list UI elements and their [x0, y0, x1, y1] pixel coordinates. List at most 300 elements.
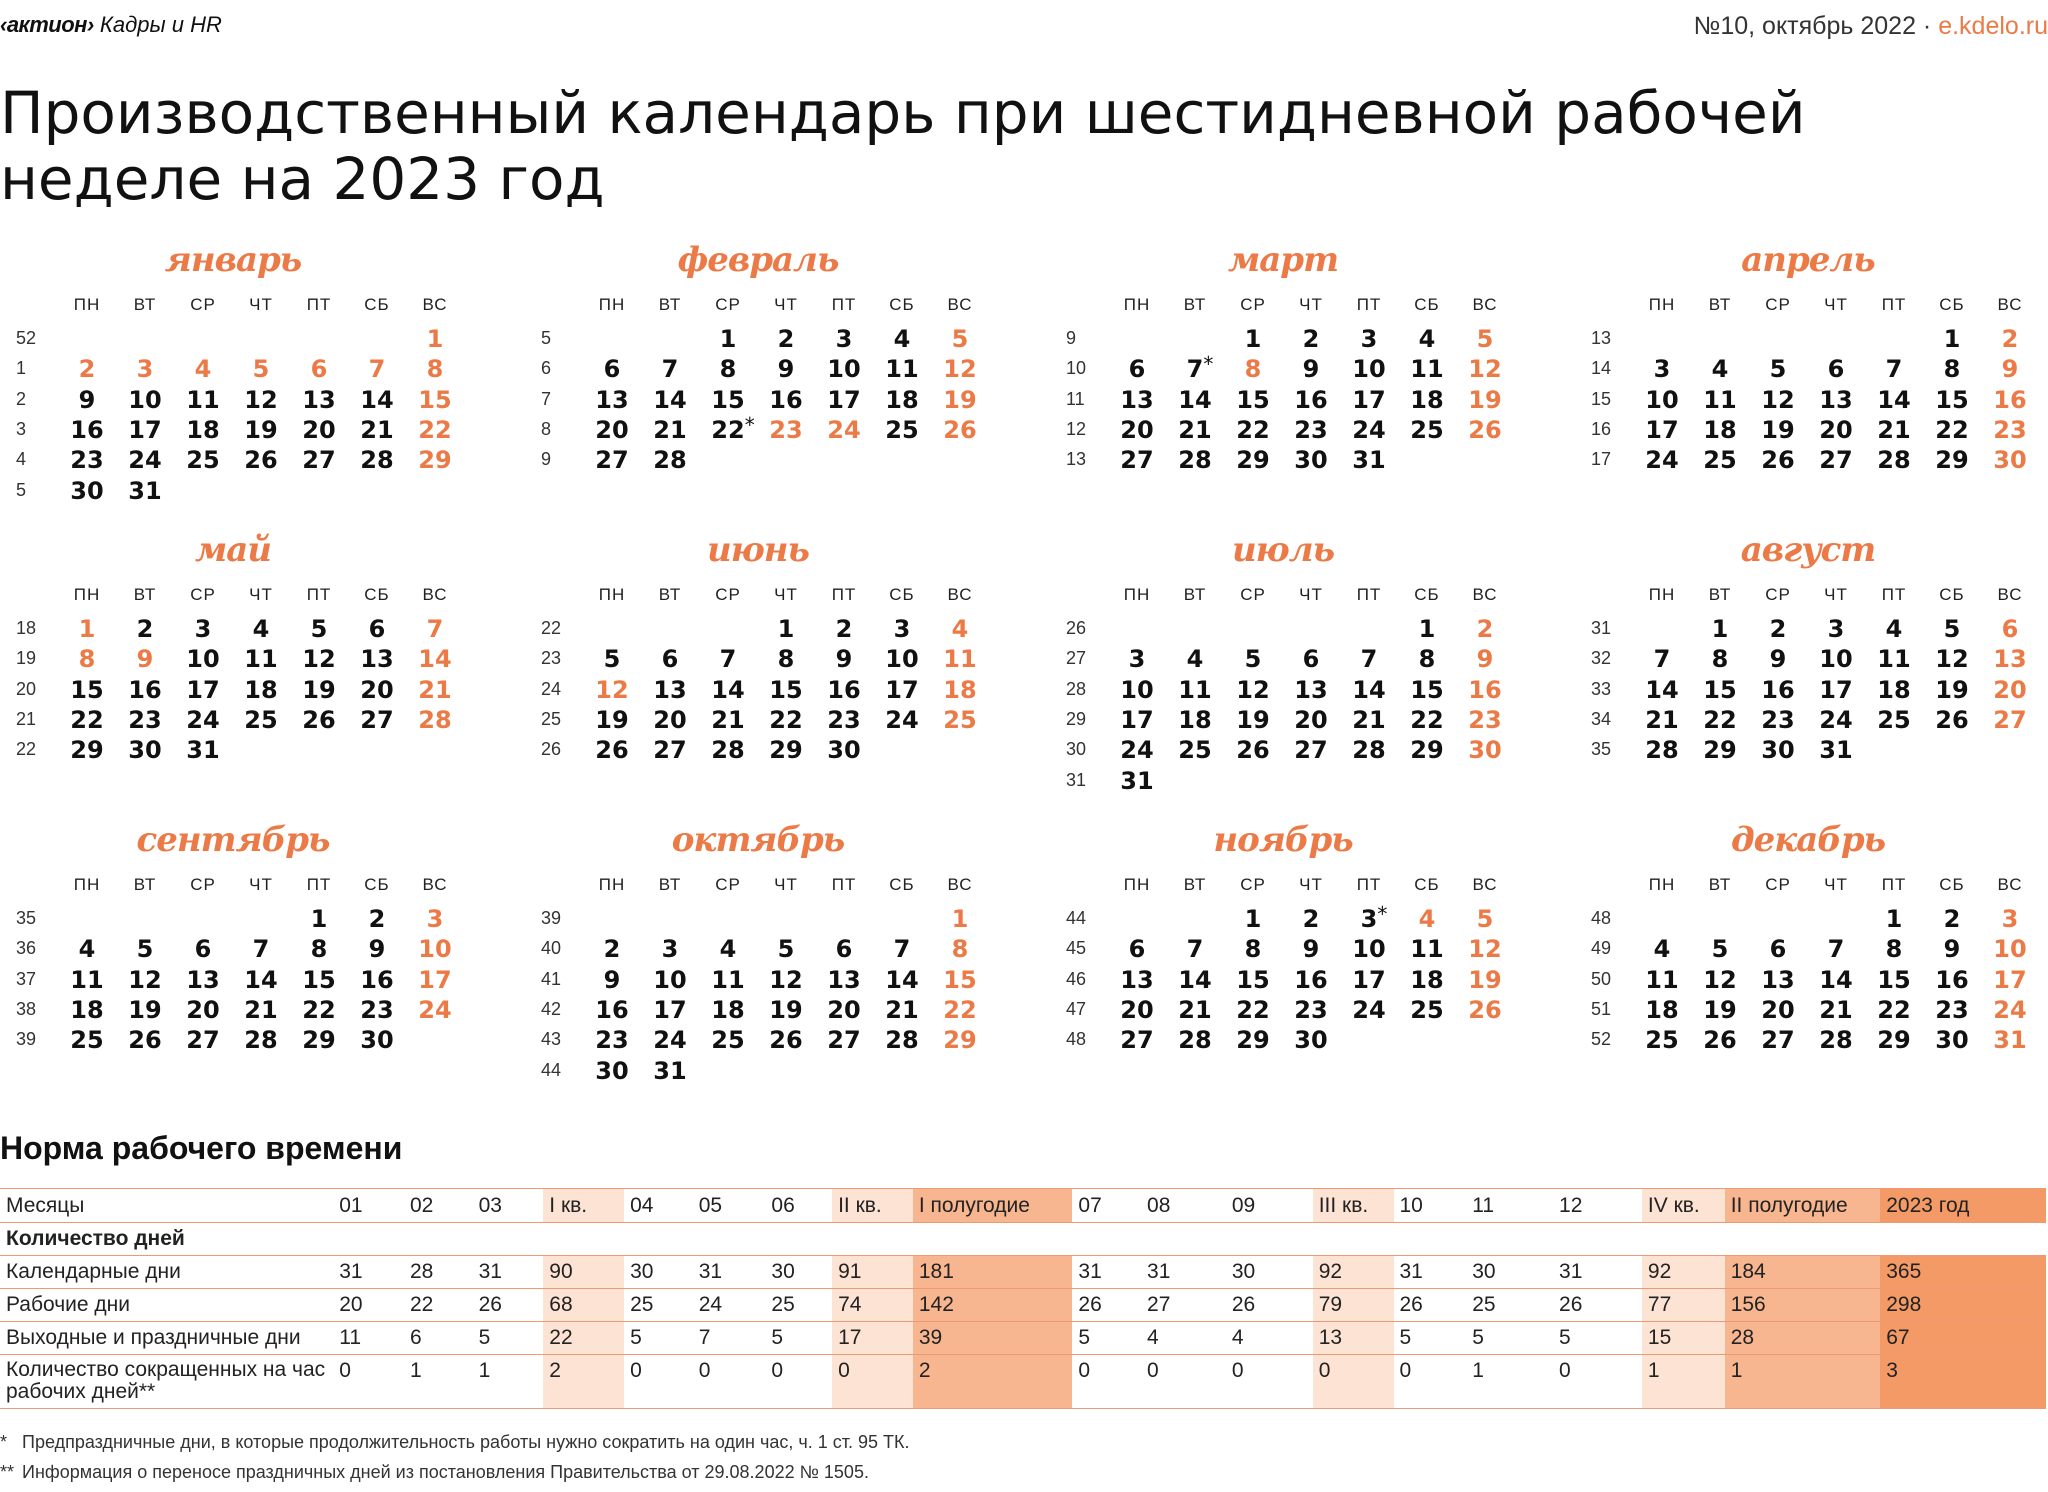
day-cell: 11	[943, 645, 977, 674]
weekday-label: СР	[190, 295, 216, 314]
norm-value-cell: 0	[1394, 1355, 1467, 1409]
day-cell: 5	[1244, 645, 1262, 674]
day-cell: 25	[244, 705, 278, 734]
weekday-label: СБ	[889, 875, 915, 894]
day-cell: 16	[70, 415, 104, 444]
day-cell: 29	[1236, 1026, 1270, 1055]
weekday-label: СБ	[364, 295, 390, 314]
norm-value-cell: 74	[832, 1289, 913, 1322]
day-cell: 10	[1993, 935, 2027, 964]
weekday-label: ВС	[1997, 875, 2023, 894]
weekday-label: ПТ	[1881, 875, 1907, 894]
day-cell: 2	[1943, 905, 1961, 933]
norm-value-cell: 156	[1725, 1289, 1881, 1322]
day-cell: 29	[769, 736, 803, 765]
day-cell: 11	[244, 645, 278, 674]
day-cell: 29	[70, 736, 104, 765]
norm-row	[0, 1289, 2046, 1322]
week-number: 10	[1066, 358, 1087, 379]
day-cell: 16	[1761, 675, 1795, 704]
day-cell: 19	[1935, 675, 1969, 704]
norm-row-label: Количество сокращенных на час рабочих дней**	[0, 1355, 333, 1409]
shortened-day-mark: *	[1203, 352, 1214, 377]
day-cell: 19	[302, 675, 336, 704]
day-cell: 27	[653, 736, 687, 765]
day-cell: 16	[769, 385, 803, 414]
weekday-label: ВТ	[658, 295, 682, 314]
day-cell: 21	[244, 995, 278, 1024]
day-cell: 21	[1178, 995, 1212, 1024]
day-cell: 3	[1360, 325, 1378, 353]
day-cell: 12	[1468, 355, 1502, 384]
week-number: 17	[1591, 449, 1612, 470]
week-number: 5	[16, 479, 27, 500]
month-name: сентябрь	[136, 820, 330, 860]
day-cell: 28	[1178, 446, 1212, 475]
title-line-1: Производственный календарь при шестидневной рабочей	[0, 79, 1806, 147]
day-cell: 6	[1769, 935, 1787, 964]
day-cell: 7 *	[1186, 352, 1214, 384]
day-cell: 18	[1410, 385, 1444, 414]
norm-header-cell: III кв.	[1313, 1189, 1394, 1223]
week-number: 41	[541, 968, 562, 989]
norm-value-cell: 5	[1466, 1322, 1553, 1355]
norm-value-cell: 25	[1466, 1289, 1553, 1322]
site-link[interactable]: e.kdelo.ru	[1938, 12, 2048, 40]
day-cell: 3	[661, 935, 679, 964]
week-number: 18	[16, 618, 37, 638]
day-cell: 14	[1819, 965, 1853, 994]
day-cell: 18	[943, 675, 977, 704]
day-cell: 3 *	[1360, 902, 1388, 933]
week-number: 52	[16, 328, 37, 348]
norm-value-cell: 22	[404, 1289, 473, 1322]
day-cell: 14	[360, 385, 394, 414]
weekday-label: ЧТ	[249, 295, 273, 314]
weekday-label: ВС	[1472, 875, 1498, 894]
day-cell: 17	[885, 675, 919, 704]
day-cell: 30	[1761, 736, 1795, 765]
issue-number: №10, октябрь 2022 ·	[1693, 12, 1932, 40]
day-cell: 5	[603, 645, 621, 674]
norm-title: Норма рабочего времени	[0, 1130, 403, 1166]
weekday-label: ВС	[422, 295, 448, 314]
day-cell: 9	[1302, 935, 1320, 964]
day-cell: 5	[1711, 935, 1729, 964]
day-cell: 28	[244, 1026, 278, 1055]
day-cell: 25	[943, 705, 977, 734]
weekday-label: ЧТ	[1299, 585, 1323, 604]
day-cell: 15	[70, 675, 104, 704]
day-cell: 4	[1186, 645, 1204, 674]
day-cell: 22 *	[711, 412, 755, 444]
month-name: апрель	[1741, 240, 1875, 280]
norm-value-cell: 0	[832, 1355, 913, 1409]
day-cell: 7	[1186, 935, 1204, 964]
day-cell: 19	[769, 995, 803, 1024]
day-cell: 5	[252, 355, 270, 384]
norm-value-cell: 11	[333, 1322, 404, 1355]
week-number: 35	[1591, 739, 1612, 760]
day-cell: 10	[418, 935, 452, 964]
brand-text: Кадры и HR	[99, 12, 222, 37]
day-cell: 12	[302, 645, 336, 674]
month-name: декабрь	[1730, 820, 1886, 860]
month-12	[1575, 820, 2048, 1100]
day-cell: 27	[1819, 446, 1853, 475]
day-cell: 22	[1236, 995, 1270, 1024]
month-5	[0, 530, 500, 810]
day-cell: 2	[1302, 325, 1320, 353]
norm-value-cell: 31	[1553, 1256, 1642, 1289]
day-cell: 7	[1827, 935, 1845, 964]
norm-row	[0, 1322, 2046, 1355]
week-number: 4	[16, 449, 27, 470]
week-number: 44	[1066, 908, 1087, 928]
day-cell: 20	[1993, 675, 2027, 704]
norm-section-label: Количество дней	[0, 1223, 2046, 1256]
day-cell: 18	[70, 995, 104, 1024]
day-cell: 9	[603, 965, 621, 994]
day-cell: 6	[1302, 645, 1320, 674]
week-number: 3	[16, 418, 27, 439]
day-cell: 5	[777, 935, 795, 964]
day-cell: 9	[1302, 355, 1320, 384]
weekday-label: ВС	[947, 875, 973, 894]
day-cell: 24	[827, 415, 861, 444]
day-cell: 6	[1128, 935, 1146, 964]
day-cell: 29	[1877, 1026, 1911, 1055]
day-cell: 28	[1819, 1026, 1853, 1055]
day-cell: 24	[1352, 995, 1386, 1024]
day-cell: 17	[1819, 675, 1853, 704]
norm-value-cell: 92	[1313, 1256, 1394, 1289]
day-cell: 24	[885, 705, 919, 734]
day-cell: 7	[252, 935, 270, 964]
day-cell: 10	[1352, 355, 1386, 384]
norm-header-cell: 12	[1553, 1189, 1642, 1223]
brand-logo: ‹актион›	[0, 12, 94, 37]
day-cell: 17	[653, 995, 687, 1024]
day-cell: 23	[1935, 995, 1969, 1024]
day-cell: 20	[1761, 995, 1795, 1024]
day-cell: 10	[1819, 645, 1853, 674]
day-cell: 18	[244, 675, 278, 704]
day-cell: 29	[418, 446, 452, 475]
weekday-label: ВС	[947, 585, 973, 604]
norm-header-cell: 02	[404, 1189, 473, 1223]
day-cell: 15	[1236, 965, 1270, 994]
day-cell: 13	[595, 385, 629, 414]
day-cell: 24	[1819, 705, 1853, 734]
day-cell: 7	[661, 355, 679, 384]
day-cell: 31	[128, 476, 162, 505]
day-cell: 28	[1352, 736, 1386, 765]
day-cell: 20	[1294, 705, 1328, 734]
day-cell: 2	[777, 325, 795, 353]
day-cell: 12	[1468, 935, 1502, 964]
month-name: октябрь	[671, 820, 845, 860]
day-cell: 17	[1352, 965, 1386, 994]
day-cell: 21	[711, 705, 745, 734]
day-cell: 6	[368, 615, 386, 643]
day-cell: 17	[418, 965, 452, 994]
day-cell: 25	[1178, 736, 1212, 765]
month-2	[525, 240, 1025, 520]
norm-value-cell: 1	[473, 1355, 544, 1409]
week-number: 33	[1591, 678, 1612, 699]
week-number: 13	[1591, 328, 1612, 348]
day-cell: 26	[1703, 1026, 1737, 1055]
day-cell: 11	[1877, 645, 1911, 674]
day-cell: 17	[1993, 965, 2027, 994]
footnote-2-symbol: **	[0, 1462, 15, 1482]
norm-value-cell: 5	[624, 1322, 693, 1355]
day-cell: 30	[1468, 736, 1502, 765]
day-cell: 15	[1236, 385, 1270, 414]
day-cell: 5	[310, 615, 328, 643]
weekday-label: СБ	[364, 875, 390, 894]
weekday-label: ПТ	[831, 875, 857, 894]
week-number: 35	[16, 908, 37, 928]
day-cell: 11	[711, 965, 745, 994]
weekday-label: ЧТ	[1824, 295, 1848, 314]
month-name: июль	[1231, 530, 1335, 570]
footnote-1-symbol: *	[0, 1432, 8, 1452]
week-number: 31	[1066, 769, 1087, 790]
day-cell: 5	[1769, 355, 1787, 384]
weekday-label: СБ	[1414, 875, 1440, 894]
norm-value-cell: 1	[1725, 1355, 1881, 1409]
day-cell: 14	[1352, 675, 1386, 704]
week-number: 29	[1066, 708, 1087, 729]
day-cell: 26	[128, 1026, 162, 1055]
day-cell: 4	[719, 935, 737, 964]
norm-value-cell: 39	[913, 1322, 1073, 1355]
day-cell: 23	[360, 995, 394, 1024]
norm-value-cell: 2	[913, 1355, 1073, 1409]
norm-value-cell: 77	[1642, 1289, 1725, 1322]
day-cell: 26	[1935, 705, 1969, 734]
week-number: 12	[1066, 418, 1087, 439]
norm-row-label: Выходные и праздничные дни	[0, 1322, 333, 1355]
day-cell: 3	[426, 905, 444, 933]
weekday-label: СР	[190, 585, 216, 604]
day-cell: 5	[136, 935, 154, 964]
norm-value-cell: 15	[1642, 1322, 1725, 1355]
day-cell: 7	[893, 935, 911, 964]
weekday-label: ВТ	[1183, 295, 1207, 314]
day-cell: 19	[595, 705, 629, 734]
weekday-label: СР	[715, 295, 741, 314]
norm-value-cell: 5	[1072, 1322, 1141, 1355]
weekday-label: ЧТ	[1824, 585, 1848, 604]
norm-value-cell: 4	[1141, 1322, 1226, 1355]
day-cell: 4	[1885, 615, 1903, 643]
day-cell: 24	[1120, 736, 1154, 765]
day-cell: 3	[1653, 355, 1671, 384]
norm-header-cell: 2023 год	[1880, 1189, 2046, 1223]
day-cell: 8	[426, 355, 444, 384]
weekday-label: ВТ	[1183, 585, 1207, 604]
week-number: 25	[541, 708, 562, 729]
day-cell: 1	[310, 905, 328, 933]
day-cell: 12	[1236, 675, 1270, 704]
norm-value-cell: 25	[624, 1289, 693, 1322]
day-cell: 7	[719, 645, 737, 674]
norm-header-cell: 10	[1394, 1189, 1467, 1223]
day-cell: 8	[1418, 645, 1436, 674]
day-cell: 13	[1761, 965, 1795, 994]
weekday-label: ВС	[422, 585, 448, 604]
norm-value-cell: 91	[832, 1256, 913, 1289]
day-cell: 20	[360, 675, 394, 704]
brand	[0, 12, 222, 38]
day-cell: 25	[1410, 415, 1444, 444]
day-cell: 28	[360, 446, 394, 475]
day-cell: 14	[1178, 965, 1212, 994]
weekday-label: ПН	[1123, 295, 1151, 314]
weekday-label: ВТ	[1708, 875, 1732, 894]
day-cell: 5	[951, 325, 969, 353]
week-number: 20	[16, 678, 37, 699]
day-cell: 20	[1120, 995, 1154, 1024]
day-cell: 22	[70, 705, 104, 734]
day-cell: 14	[1178, 385, 1212, 414]
day-cell: 13	[653, 675, 687, 704]
weekday-label: СР	[1240, 875, 1266, 894]
norm-row	[0, 1355, 2046, 1409]
day-cell: 11	[1645, 965, 1679, 994]
norm-header-cell: II кв.	[832, 1189, 913, 1223]
norm-value-cell: 142	[913, 1289, 1073, 1322]
weekday-label: ВТ	[1183, 875, 1207, 894]
weekday-label: СБ	[1414, 295, 1440, 314]
weekday-label: ПТ	[1881, 585, 1907, 604]
day-cell: 19	[1236, 705, 1270, 734]
day-cell: 26	[595, 736, 629, 765]
norm-value-cell: 0	[765, 1355, 832, 1409]
day-cell: 20	[1120, 415, 1154, 444]
day-cell: 13	[1120, 965, 1154, 994]
week-number: 32	[1591, 648, 1612, 669]
weekday-label: ПТ	[1356, 585, 1382, 604]
day-cell: 11	[1410, 935, 1444, 964]
day-cell: 12	[1703, 965, 1737, 994]
day-cell: 1	[1885, 905, 1903, 933]
month-name: август	[1740, 530, 1876, 570]
norm-value-cell: 31	[693, 1256, 766, 1289]
norm-header-cell: 09	[1226, 1189, 1313, 1223]
day-cell: 26	[244, 446, 278, 475]
norm-header-cell: I кв.	[543, 1189, 624, 1223]
day-cell: 21	[1178, 415, 1212, 444]
day-cell: 8	[1885, 935, 1903, 964]
day-cell: 31	[653, 1056, 687, 1085]
day-cell: 10	[128, 385, 162, 414]
week-number: 9	[541, 449, 552, 470]
day-cell: 24	[418, 995, 452, 1024]
day-cell: 28	[418, 705, 452, 734]
weekday-label: ВТ	[1708, 585, 1732, 604]
day-cell: 1	[1418, 615, 1436, 643]
day-cell: 20	[1819, 415, 1853, 444]
day-cell: 9	[1943, 935, 1961, 964]
week-number: 44	[541, 1059, 562, 1080]
norm-header-cell: 01	[333, 1189, 404, 1223]
week-number: 21	[16, 708, 37, 729]
day-cell: 18	[885, 385, 919, 414]
day-cell: 24	[1645, 446, 1679, 475]
day-cell: 19	[1761, 415, 1795, 444]
norm-value-cell: 5	[1394, 1322, 1467, 1355]
day-cell: 26	[1761, 446, 1795, 475]
norm-header-cell: 11	[1466, 1189, 1553, 1223]
week-number: 43	[541, 1029, 562, 1050]
weekday-label: СБ	[1939, 875, 1965, 894]
day-cell: 6	[1128, 355, 1146, 384]
day-cell: 4	[1418, 905, 1436, 933]
day-cell: 6	[835, 935, 853, 964]
day-cell: 18	[1410, 965, 1444, 994]
day-cell: 8	[310, 935, 328, 964]
day-cell: 16	[1468, 675, 1502, 704]
day-cell: 2	[603, 935, 621, 964]
day-cell: 9	[136, 645, 154, 674]
day-cell: 7	[1360, 645, 1378, 674]
week-number: 39	[541, 908, 562, 928]
week-number: 30	[1066, 739, 1087, 760]
day-cell: 10	[186, 645, 220, 674]
norm-value-cell: 28	[1725, 1322, 1881, 1355]
day-cell: 20	[827, 995, 861, 1024]
norm-value-cell: 2	[543, 1355, 624, 1409]
day-cell: 12	[769, 965, 803, 994]
day-cell: 23	[128, 705, 162, 734]
norm-value-cell: 30	[765, 1256, 832, 1289]
day-cell: 10	[1352, 935, 1386, 964]
day-cell: 17	[128, 415, 162, 444]
day-cell: 26	[1468, 995, 1502, 1024]
weekday-label: ЧТ	[249, 585, 273, 604]
day-cell: 25	[186, 446, 220, 475]
day-cell: 9	[777, 355, 795, 384]
norm-value-cell: 0	[1141, 1355, 1226, 1409]
week-number: 2	[16, 388, 27, 409]
weekday-label: ПТ	[1356, 295, 1382, 314]
day-cell: 15	[1410, 675, 1444, 704]
day-cell: 1	[951, 905, 969, 933]
day-cell: 6	[310, 355, 328, 384]
weekday-label: СР	[1765, 585, 1791, 604]
weekday-label: ВТ	[133, 585, 157, 604]
norm-value-cell: 0	[1313, 1355, 1394, 1409]
day-cell: 2	[1769, 615, 1787, 643]
week-number: 40	[541, 938, 562, 959]
day-cell: 14	[1877, 385, 1911, 414]
day-cell: 7	[426, 615, 444, 643]
day-cell: 3	[1128, 645, 1146, 674]
month-name: январь	[164, 240, 302, 280]
week-number: 14	[1591, 358, 1612, 379]
day-cell: 31	[1993, 1026, 2027, 1055]
month-6	[525, 530, 1025, 810]
week-number: 45	[1066, 938, 1087, 959]
weekday-label: ВТ	[658, 875, 682, 894]
day-cell: 4	[951, 615, 969, 643]
day-cell: 28	[885, 1026, 919, 1055]
day-cell: 13	[360, 645, 394, 674]
